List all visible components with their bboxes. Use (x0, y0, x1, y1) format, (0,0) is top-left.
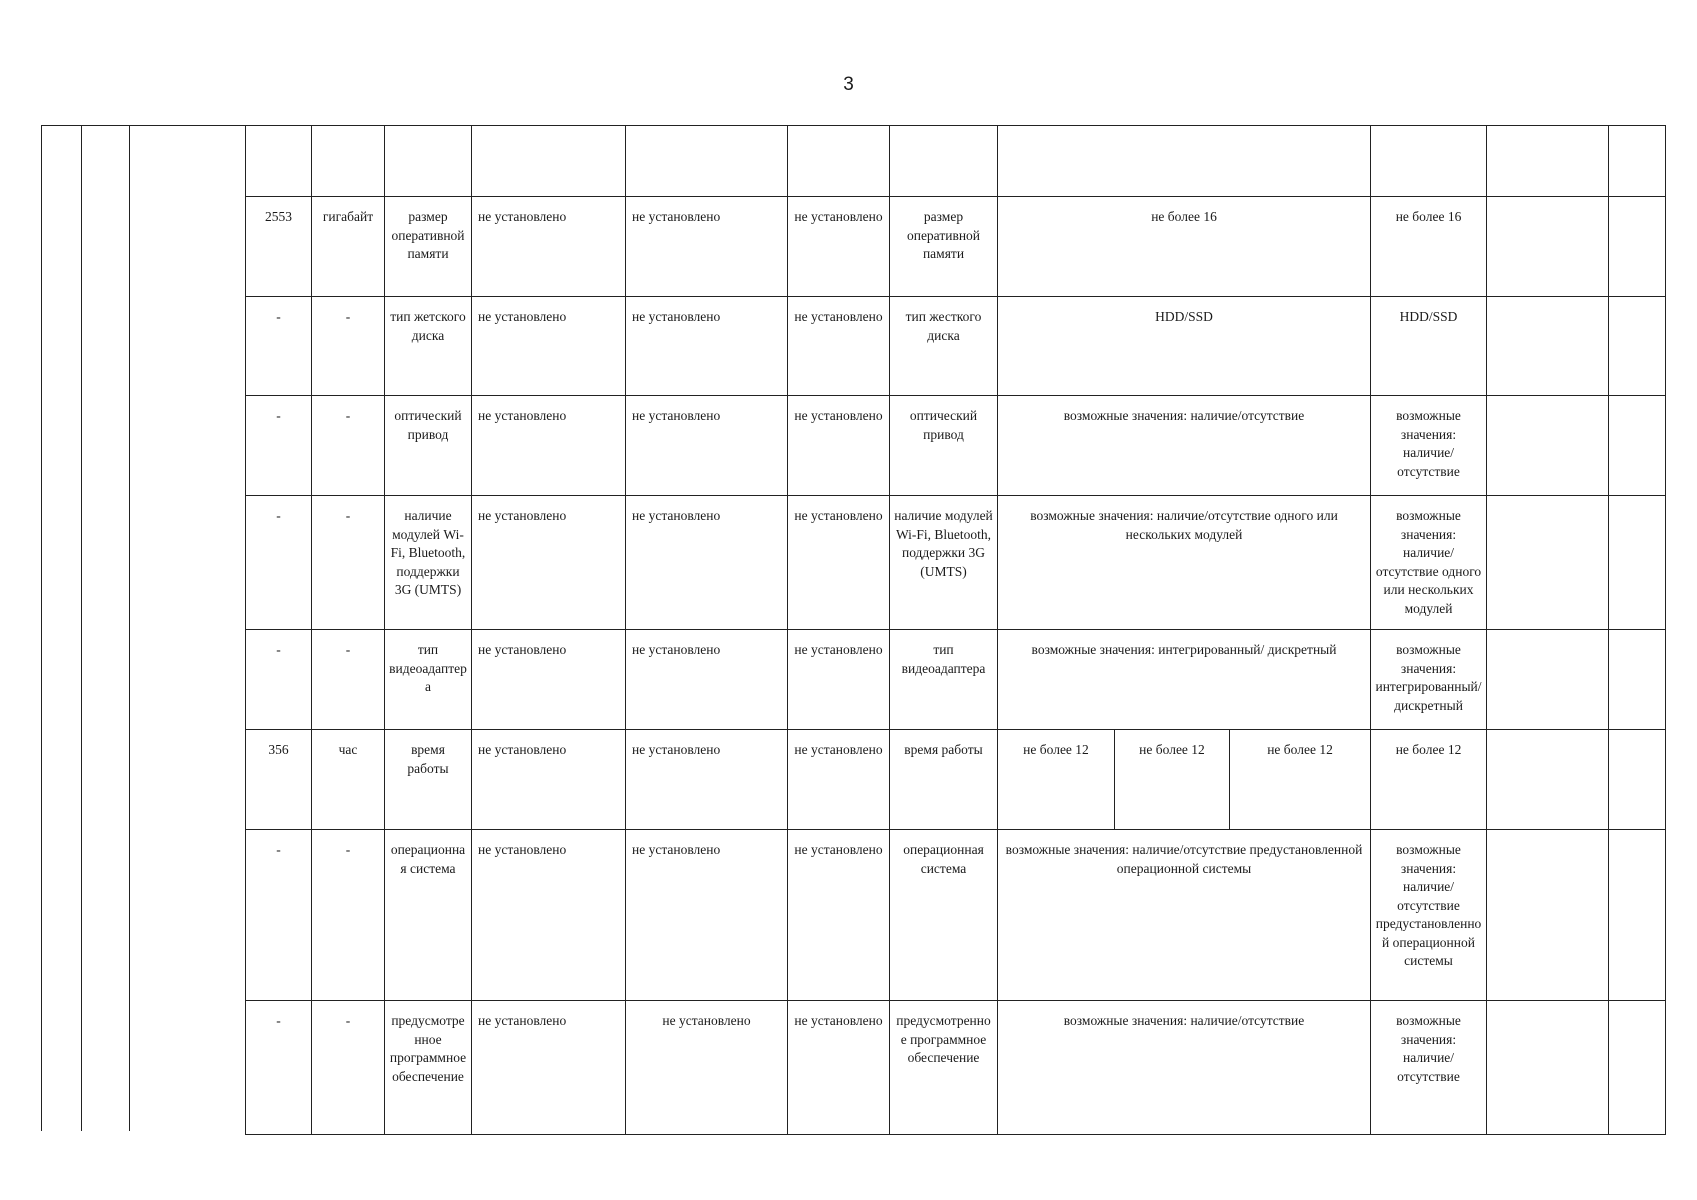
characteristic-name-cell: оптический привод (385, 396, 472, 496)
code-cell: - (246, 297, 312, 396)
code-cell: - (246, 396, 312, 496)
value-cell-2: не установлено (626, 297, 788, 396)
characteristic-name-cell: наличие модулей Wi-Fi, Bluetooth, поддержки 3G (UMTS) (385, 496, 472, 630)
final-value-cell: не более 12 (1371, 730, 1487, 830)
characteristic-name-cell: размер оперативной памяти (385, 197, 472, 297)
code-cell: - (246, 630, 312, 730)
final-value-cell: возможные значения: наличие/отсутствие (1371, 1001, 1487, 1135)
characteristic-cell: размер оперативной памяти (890, 197, 998, 297)
table-header-row (246, 126, 1666, 197)
table-cell (1371, 126, 1487, 197)
spec-value-cell: HDD/SSD (998, 297, 1371, 396)
table-cell (385, 126, 472, 197)
final-value-cell: возможные значения: наличие/отсутствие одного или нескольких модулей (1371, 496, 1487, 630)
table-cell (626, 126, 788, 197)
spec-value-cell: возможные значения: интегрированный/ дискретный (998, 630, 1371, 730)
table-row (246, 197, 1666, 297)
unit-cell: - (312, 396, 385, 496)
empty-cell (1487, 1001, 1609, 1135)
empty-cell (1609, 496, 1666, 630)
empty-cell (1609, 730, 1666, 830)
characteristic-name-cell: предусмотренное программное обеспечение (385, 1001, 472, 1135)
final-value-cell: возможные значения: наличие/отсутствие предустановленной операционной системы (1371, 830, 1487, 1001)
spec-table (245, 125, 1666, 1135)
characteristic-cell: время работы (890, 730, 998, 830)
value-cell-1: не установлено (472, 496, 626, 630)
characteristic-name-cell: тип видеоадаптера (385, 630, 472, 730)
spec-value-cell: возможные значения: наличие/отсутствие (998, 1001, 1371, 1135)
table-cell (788, 126, 890, 197)
empty-cell (1609, 396, 1666, 496)
left-columns-top-border (41, 125, 245, 126)
value-cell-1: не установлено (472, 197, 626, 297)
final-value-cell: не более 16 (1371, 197, 1487, 297)
empty-cell (1609, 830, 1666, 1001)
value-cell-2: не установлено (626, 830, 788, 1001)
spec-value-cell: возможные значения: наличие/отсутствие (998, 396, 1371, 496)
code-cell: 2553 (246, 197, 312, 297)
page-number: 3 (843, 74, 854, 95)
table-cell (890, 126, 998, 197)
unit-cell: - (312, 496, 385, 630)
characteristic-name-cell: тип жетского диска (385, 297, 472, 396)
characteristic-cell: оптический привод (890, 396, 998, 496)
value-cell-1: не установлено (472, 630, 626, 730)
value-cell-1: не установлено (472, 830, 626, 1001)
code-cell: 356 (246, 730, 312, 830)
unit-cell: - (312, 830, 385, 1001)
empty-cell (1609, 630, 1666, 730)
table-row (246, 1001, 1666, 1135)
table-row (246, 630, 1666, 730)
empty-cell (1487, 396, 1609, 496)
empty-cell (1487, 730, 1609, 830)
characteristic-cell: наличие модулей Wi-Fi, Bluetooth, поддержки 3G (UMTS) (890, 496, 998, 630)
unit-cell: час (312, 730, 385, 830)
value-cell-2: не установлено (626, 496, 788, 630)
table-row (246, 496, 1666, 630)
value-cell-2: не установлено (626, 630, 788, 730)
code-cell: - (246, 830, 312, 1001)
table-row (246, 396, 1666, 496)
characteristic-cell: тип видеоадаптера (890, 630, 998, 730)
spec-value-cell: не более 12 (1115, 730, 1230, 830)
table-row (246, 730, 1666, 830)
code-cell: - (246, 496, 312, 630)
characteristic-cell: операционная система (890, 830, 998, 1001)
value-cell-3: не установлено (788, 197, 890, 297)
empty-cell (1487, 830, 1609, 1001)
value-cell-2: не установлено (626, 396, 788, 496)
value-cell-3: не установлено (788, 730, 890, 830)
value-cell-3: не установлено (788, 830, 890, 1001)
empty-cell (1609, 297, 1666, 396)
final-value-cell: HDD/SSD (1371, 297, 1487, 396)
table-row (246, 297, 1666, 396)
value-cell-1: не установлено (472, 730, 626, 830)
spec-value-cell: не более 12 (998, 730, 1115, 830)
left-column-borders (41, 125, 245, 1131)
unit-cell: - (312, 297, 385, 396)
left-column-border-1 (41, 125, 42, 1131)
value-cell-2: не установлено (626, 197, 788, 297)
value-cell-3: не установлено (788, 1001, 890, 1135)
spec-value-cell: не более 12 (1230, 730, 1371, 830)
empty-cell (1609, 1001, 1666, 1135)
empty-cell (1487, 496, 1609, 630)
left-column-border-3 (129, 125, 130, 1131)
table-cell (1609, 126, 1666, 197)
unit-cell: - (312, 630, 385, 730)
table-cell (246, 126, 312, 197)
characteristic-cell: предусмотренное программное обеспечение (890, 1001, 998, 1135)
empty-cell (1487, 297, 1609, 396)
spec-value-cell: не более 16 (998, 197, 1371, 297)
table-cell (998, 126, 1371, 197)
characteristic-cell: тип жесткого диска (890, 297, 998, 396)
final-value-cell: возможные значения: интегрированный/ дискретный (1371, 630, 1487, 730)
unit-cell: гигабайт (312, 197, 385, 297)
unit-cell: - (312, 1001, 385, 1135)
value-cell-2: не установлено (626, 1001, 788, 1135)
empty-cell (1487, 630, 1609, 730)
table-cell (1487, 126, 1609, 197)
value-cell-3: не установлено (788, 496, 890, 630)
characteristic-name-cell: время работы (385, 730, 472, 830)
table-cell (472, 126, 626, 197)
value-cell-1: не установлено (472, 1001, 626, 1135)
final-value-cell: возможные значения: наличие/отсутствие (1371, 396, 1487, 496)
code-cell: - (246, 1001, 312, 1135)
spec-value-cell: возможные значения: наличие/отсутствие предустановленной операционной системы (998, 830, 1371, 1001)
characteristic-name-cell: операционная система (385, 830, 472, 1001)
empty-cell (1487, 197, 1609, 297)
left-column-border-2 (81, 125, 82, 1131)
value-cell-2: не установлено (626, 730, 788, 830)
table-cell (312, 126, 385, 197)
value-cell-1: не установлено (472, 396, 626, 496)
value-cell-1: не установлено (472, 297, 626, 396)
value-cell-3: не установлено (788, 630, 890, 730)
value-cell-3: не установлено (788, 297, 890, 396)
spec-value-cell: возможные значения: наличие/отсутствие одного или нескольких модулей (998, 496, 1371, 630)
table-row (246, 830, 1666, 1001)
value-cell-3: не установлено (788, 396, 890, 496)
empty-cell (1609, 197, 1666, 297)
